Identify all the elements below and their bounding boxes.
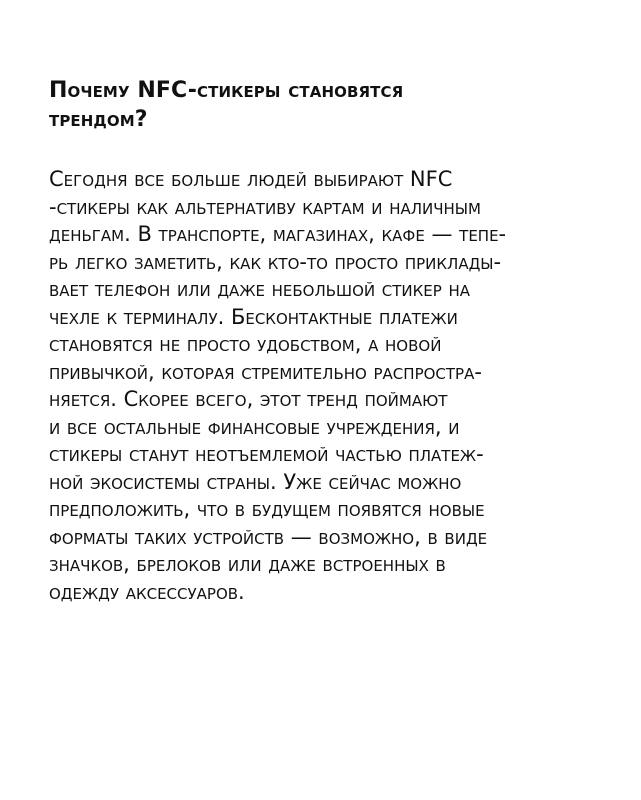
article-body xyxy=(49,166,629,606)
body-line: ной экосистемы страны. Уже сейчас можно xyxy=(49,469,462,494)
body-line: стикеры станут неотъемлемой частью платеж- xyxy=(49,442,484,466)
body-line: форматы таких устройств — возможно, в виде xyxy=(49,524,488,549)
body-line: рь легко заметить, как кто-то просто приклады- xyxy=(49,249,502,274)
title-line: трендом? xyxy=(49,107,148,132)
body-line: становятся не просто удобством, а новой xyxy=(49,332,442,356)
body-line: привычкой, которая стремительно распростра- xyxy=(49,359,482,384)
body-line: значков, брелоков или даже встроенных в xyxy=(49,552,446,576)
body-line: деньгам. В транспорте, магазинах, кафе — тепе- xyxy=(49,222,507,246)
body-line: няется. Скорее всего, этот тренд поймают xyxy=(49,387,448,411)
body-line: одежду аксессуаров. xyxy=(49,579,245,604)
body-line: -стикеры как альтернативу картам и наличным xyxy=(49,194,481,219)
body-line: и все остальные финансовые учреждения, и xyxy=(49,414,460,439)
article-title xyxy=(49,76,609,134)
title-line: Почему NFC-стикеры становятся xyxy=(49,78,404,103)
body-line: Сегодня все больше людей выбирают NFC xyxy=(49,167,453,191)
body-line: чехле к терминалу. Бесконтактные платежи xyxy=(49,304,458,329)
body-line: предположить, что в будущем появятся новые xyxy=(49,497,485,521)
body-line: вает телефон или даже небольшой стикер на xyxy=(49,277,471,301)
